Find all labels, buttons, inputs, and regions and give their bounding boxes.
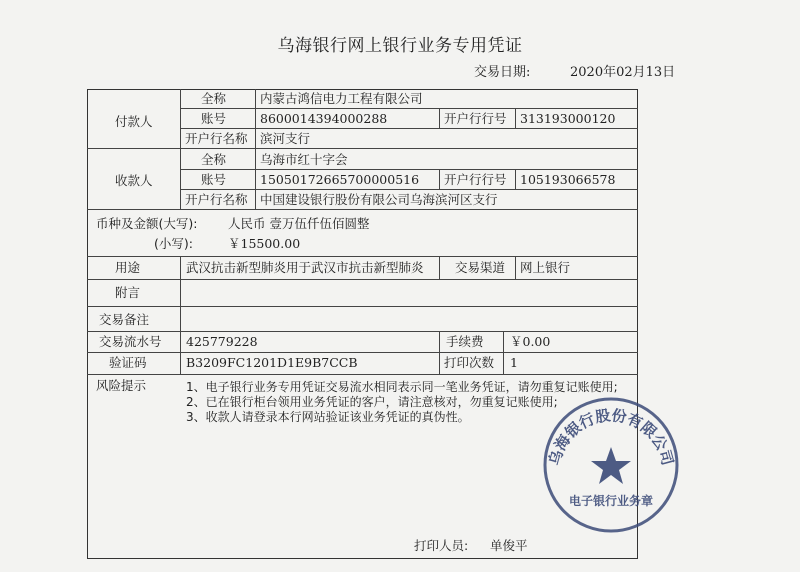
divider bbox=[255, 89, 256, 209]
print-count-value: 1 bbox=[510, 355, 518, 370]
payee-account-label: 账号 bbox=[201, 172, 227, 187]
print-count-label: 打印次数 bbox=[444, 355, 495, 370]
amount-upper-label: 币种及金额(大写): bbox=[96, 216, 198, 231]
printer-name: 单俊平 bbox=[490, 538, 528, 553]
divider bbox=[515, 169, 516, 189]
channel-label: 交易渠道 bbox=[455, 260, 506, 275]
date-label: 交易日期: bbox=[474, 65, 531, 80]
verify-code-value: B3209FC1201D1E9B7CCB bbox=[186, 355, 358, 370]
purpose-value: 武汉抗击新型肺炎用于武汉市抗击新型肺炎 bbox=[186, 260, 424, 275]
payer-bank-name-label: 开户行名称 bbox=[185, 131, 248, 146]
verify-code-label: 验证码 bbox=[109, 355, 147, 370]
remark-label: 交易备注 bbox=[99, 312, 150, 327]
amount-upper-value: 人民币 壹万伍仟伍佰圆整 bbox=[228, 216, 370, 231]
divider bbox=[180, 169, 638, 170]
payer-section-label: 付款人 bbox=[115, 114, 153, 129]
divider bbox=[180, 256, 181, 374]
risk-label: 风险提示 bbox=[96, 378, 147, 393]
divider bbox=[87, 306, 638, 307]
divider bbox=[439, 108, 440, 128]
divider bbox=[439, 331, 440, 374]
amount-lower-label: (小写): bbox=[154, 236, 193, 251]
divider bbox=[180, 108, 638, 109]
payer-bank-no: 313193000120 bbox=[520, 111, 616, 126]
stamp-ring-text: 乌海银行股份有限公司 bbox=[545, 406, 677, 468]
divider bbox=[515, 108, 516, 128]
divider bbox=[87, 209, 638, 210]
payer-account: 8600014394000288 bbox=[260, 111, 388, 126]
divider bbox=[87, 352, 638, 353]
stamp-bottom-text: 电子银行业务章 bbox=[568, 494, 654, 508]
document-title: 乌海银行网上银行业务专用凭证 bbox=[277, 36, 523, 56]
payee-name-label: 全称 bbox=[201, 152, 227, 167]
payer-account-label: 账号 bbox=[201, 111, 227, 126]
divider bbox=[180, 128, 638, 129]
divider bbox=[503, 331, 504, 374]
purpose-label: 用途 bbox=[115, 260, 141, 275]
risk-line: 1、电子银行业务专用凭证交易流水相同表示同一笔业务凭证，请勿重复记账使用; bbox=[186, 380, 618, 394]
fee-value: ￥0.00 bbox=[510, 334, 551, 349]
risk-line: 2、已在银行柜台领用业务凭证的客户，请注意核对，勿重复记账使用; bbox=[186, 395, 558, 409]
divider bbox=[87, 279, 638, 280]
payer-bank-no-label: 开户行行号 bbox=[444, 111, 507, 126]
payee-name: 乌海市红十字会 bbox=[260, 152, 348, 167]
attachment-label: 附言 bbox=[115, 285, 141, 300]
payer-bank-name: 滨河支行 bbox=[260, 131, 311, 146]
channel-value: 网上银行 bbox=[520, 260, 571, 275]
divider bbox=[180, 189, 638, 190]
divider bbox=[439, 169, 440, 189]
fee-label: 手续费 bbox=[446, 334, 484, 349]
printer-label: 打印人员: bbox=[414, 538, 469, 553]
divider bbox=[180, 89, 181, 209]
payee-account: 15050172665700000516 bbox=[260, 172, 420, 187]
star-icon bbox=[591, 447, 631, 484]
divider bbox=[515, 256, 516, 279]
date-value: 2020年02月13日 bbox=[570, 65, 676, 80]
divider bbox=[439, 256, 440, 279]
bank-seal-stamp bbox=[541, 395, 681, 535]
amount-lower-value: ￥15500.00 bbox=[228, 236, 301, 251]
divider bbox=[87, 374, 638, 375]
payee-bank-no-label: 开户行行号 bbox=[444, 172, 507, 187]
risk-line: 3、收款人请登录本行网站验证该业务凭证的真伪性。 bbox=[186, 410, 470, 424]
divider bbox=[87, 148, 638, 149]
serial-value: 425779228 bbox=[186, 334, 258, 349]
payer-name: 内蒙古鸿信电力工程有限公司 bbox=[260, 91, 423, 106]
serial-label: 交易流水号 bbox=[99, 334, 162, 349]
divider bbox=[87, 256, 638, 257]
payer-name-label: 全称 bbox=[201, 91, 227, 106]
payee-section-label: 收款人 bbox=[115, 173, 153, 188]
payee-bank-name-label: 开户行名称 bbox=[185, 192, 248, 207]
payee-bank-name: 中国建设银行股份有限公司乌海滨河区支行 bbox=[260, 192, 498, 207]
payee-bank-no: 105193066578 bbox=[520, 172, 616, 187]
divider bbox=[87, 331, 638, 332]
